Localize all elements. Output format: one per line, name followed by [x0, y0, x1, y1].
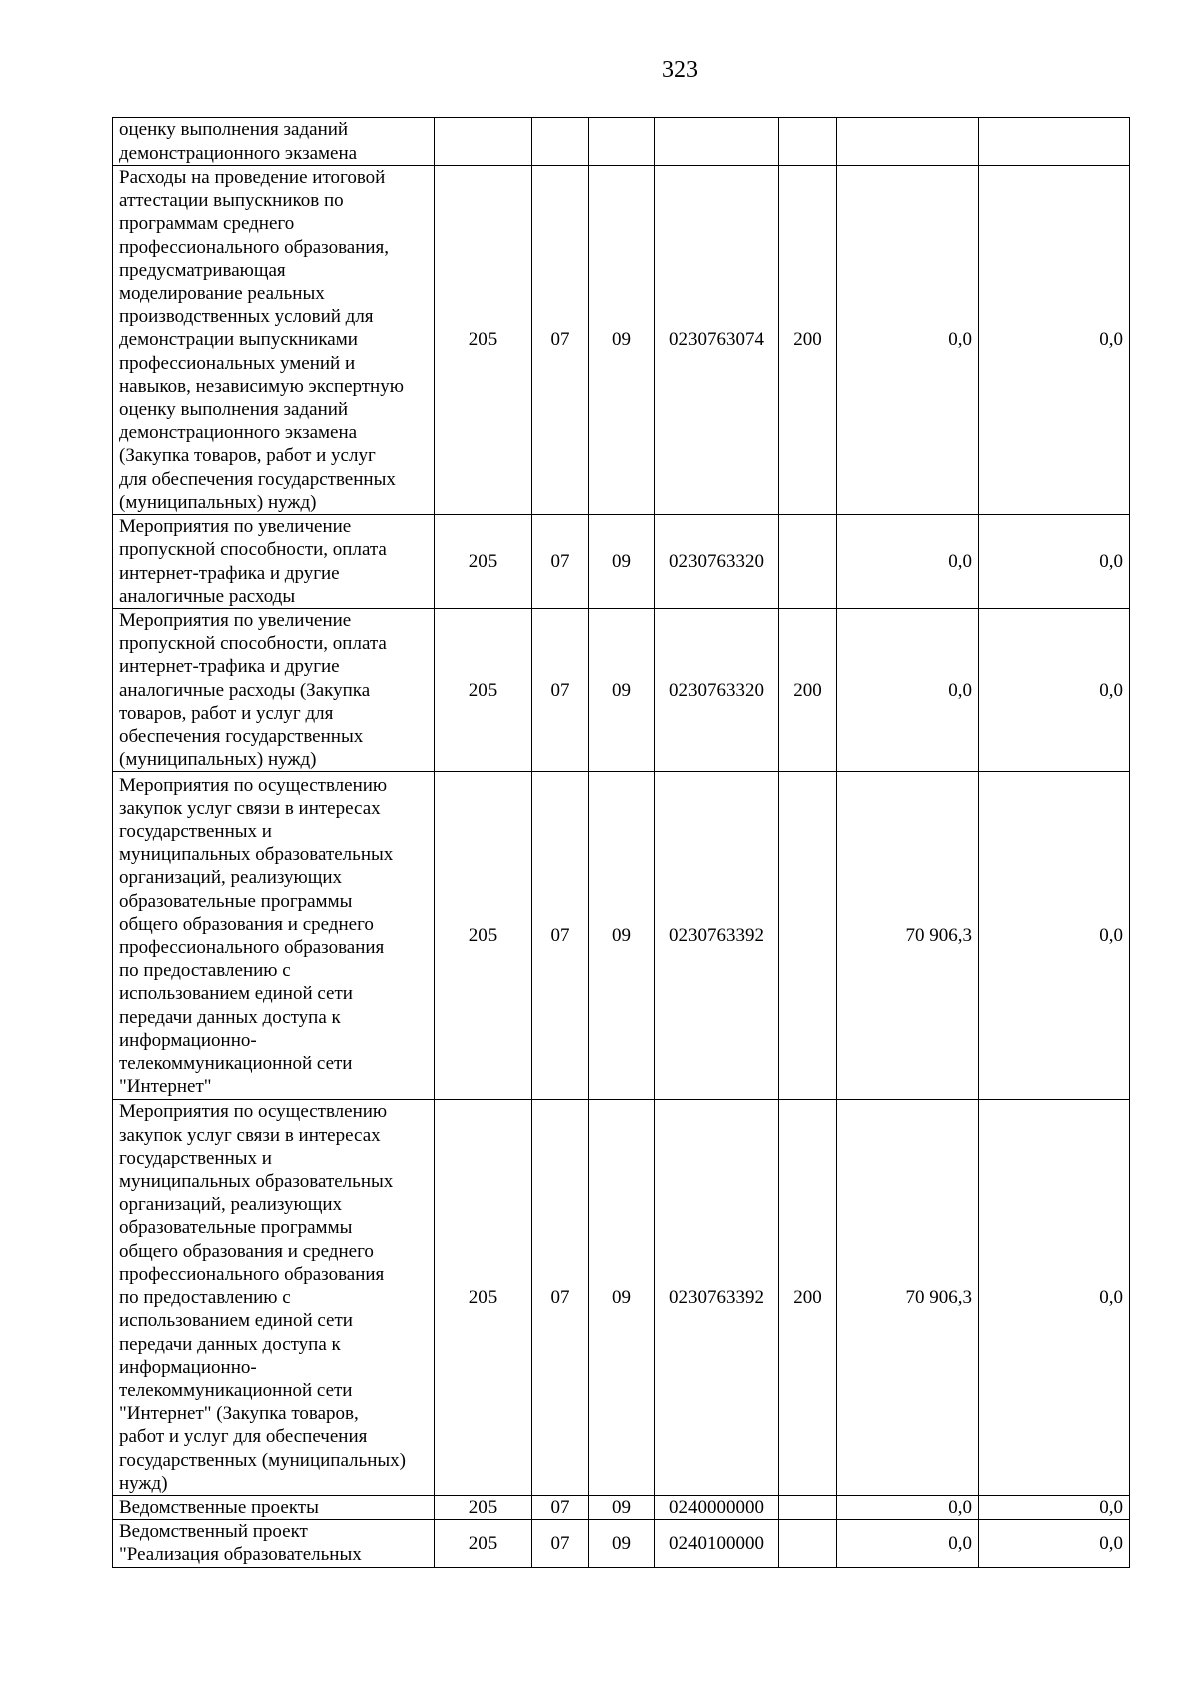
row-name-cell: [113, 1495, 435, 1519]
amount-year1-cell: 70 906,3: [837, 1100, 979, 1495]
amount-year2-cell: [979, 118, 1130, 166]
row-name-line: (муниципальных) нужд): [119, 749, 317, 771]
row-name-line: передачи данных доступа к: [119, 1006, 341, 1028]
row-name-line: демонстрации выпускниками: [119, 329, 358, 351]
row-name-line: Ведомственный проект: [119, 1521, 308, 1543]
row-name-line: демонстрационного экзамена: [119, 422, 358, 444]
row-name-line: "Интернет": [119, 1076, 212, 1098]
target-article-cell: [655, 118, 779, 166]
amount-year1-cell: 0,0: [837, 609, 979, 772]
row-name-line: предусматривающая: [119, 259, 286, 281]
row-name-line: закупок услуг связи в интересах: [119, 1124, 381, 1146]
row-name-line: образовательные программы: [119, 890, 353, 912]
row-name-line: интернет-трафика и другие: [119, 562, 340, 584]
target-article-cell: 0230763320: [655, 609, 779, 772]
expense-type-cell: 200: [779, 609, 837, 772]
amount-year2-cell: 0,0: [979, 1520, 1130, 1567]
row-name-cell: [113, 609, 435, 772]
subsection-cell: 09: [589, 772, 655, 1100]
expense-type-cell: [779, 515, 837, 609]
row-name-line: по предоставлению с: [119, 1287, 291, 1309]
row-name-cell: [113, 772, 435, 1100]
row-name-line: информационно-: [119, 1356, 257, 1378]
amount-year1-cell: 0,0: [837, 166, 979, 515]
row-name-line: общего образования и среднего: [119, 913, 374, 935]
section-cell: 07: [532, 609, 589, 772]
section-cell: 07: [532, 1520, 589, 1567]
row-name-line: обеспечения государственных: [119, 726, 364, 748]
row-name-line: демонстрационного экзамена: [119, 142, 358, 164]
target-article-cell: 0240100000: [655, 1520, 779, 1567]
row-name-line: использованием единой сети: [119, 983, 353, 1005]
subsection-cell: 09: [589, 609, 655, 772]
row-name-line: Мероприятия по увеличение: [119, 610, 352, 632]
expense-type-cell: [779, 772, 837, 1100]
expense-type-cell: [779, 1520, 837, 1567]
amount-year1-cell: 0,0: [837, 1495, 979, 1519]
admin-code-cell: 205: [435, 772, 532, 1100]
subsection-cell: [589, 118, 655, 166]
row-name-line: Мероприятия по осуществлению: [119, 1101, 388, 1123]
expense-type-cell: 200: [779, 1100, 837, 1495]
row-name-line: образовательные программы: [119, 1217, 353, 1239]
amount-year2-cell: 0,0: [979, 609, 1130, 772]
section-cell: 07: [532, 1100, 589, 1495]
section-cell: [532, 118, 589, 166]
row-name-line: информационно-: [119, 1029, 257, 1051]
subsection-cell: 09: [589, 166, 655, 515]
expense-type-cell: [779, 1495, 837, 1519]
row-name-line: профессиональных умений и: [119, 352, 356, 374]
subsection-cell: 09: [589, 1520, 655, 1567]
row-name-line: профессионального образования,: [119, 236, 390, 258]
row-name-line: муниципальных образовательных: [119, 1171, 394, 1193]
row-name-line: Мероприятия по увеличение: [119, 516, 352, 538]
expense-type-cell: 200: [779, 166, 837, 515]
row-name-line: Расходы на проведение итоговой: [119, 167, 386, 188]
amount-year2-cell: 0,0: [979, 772, 1130, 1100]
table-row: [113, 609, 1130, 772]
row-name-line: нужд): [119, 1472, 168, 1494]
row-name-line: аттестации выпускников по: [119, 190, 344, 212]
row-name-line: телекоммуникационной сети: [119, 1052, 353, 1074]
row-name-line: оценку выполнения заданий: [119, 119, 349, 141]
admin-code-cell: [435, 118, 532, 166]
section-cell: 07: [532, 166, 589, 515]
row-name-line: организаций, реализующих: [119, 867, 343, 889]
row-name-line: телекоммуникационной сети: [119, 1379, 353, 1401]
row-name-line: товаров, работ и услуг для: [119, 702, 334, 724]
row-name-line: Мероприятия по осуществлению: [119, 774, 388, 796]
target-article-cell: 0230763074: [655, 166, 779, 515]
row-name-cell: [113, 1520, 435, 1567]
subsection-cell: 09: [589, 1495, 655, 1519]
amount-year1-cell: [837, 118, 979, 166]
subsection-cell: 09: [589, 1100, 655, 1495]
row-name-line: пропускной способности, оплата: [119, 633, 387, 655]
admin-code-cell: 205: [435, 515, 532, 609]
row-name-line: интернет-трафика и другие: [119, 656, 340, 678]
page-number: 323: [662, 57, 698, 83]
target-article-cell: 0240000000: [655, 1495, 779, 1519]
row-name-line: государственных и: [119, 1147, 272, 1169]
amount-year2-cell: 0,0: [979, 1495, 1130, 1519]
admin-code-cell: 205: [435, 609, 532, 772]
row-name-line: Ведомственные проекты: [119, 1496, 319, 1518]
section-cell: 07: [532, 1495, 589, 1519]
row-name-cell: [113, 118, 435, 166]
table-row: [113, 1520, 1130, 1567]
amount-year2-cell: 0,0: [979, 166, 1130, 515]
amount-year2-cell: 0,0: [979, 515, 1130, 609]
row-name-line: (Закупка товаров, работ и услуг: [119, 445, 376, 467]
row-name-line: передачи данных доступа к: [119, 1333, 341, 1355]
table-row: [113, 1100, 1130, 1495]
row-name-line: "Реализация образовательных: [119, 1544, 362, 1566]
row-name-line: оценку выполнения заданий: [119, 399, 349, 421]
admin-code-cell: 205: [435, 1495, 532, 1519]
row-name-line: использованием единой сети: [119, 1310, 353, 1332]
row-name-line: работ и услуг для обеспечения: [119, 1426, 368, 1448]
table-row: [113, 772, 1130, 1100]
row-name-line: закупок услуг связи в интересах: [119, 797, 381, 819]
row-name-line: организаций, реализующих: [119, 1194, 343, 1216]
expense-type-cell: [779, 118, 837, 166]
budget-table: [112, 117, 1130, 1568]
amount-year1-cell: 0,0: [837, 515, 979, 609]
section-cell: 07: [532, 515, 589, 609]
row-name-line: профессионального образования: [119, 936, 385, 958]
row-name-line: программам среднего: [119, 213, 295, 235]
section-cell: 07: [532, 772, 589, 1100]
row-name-line: для обеспечения государственных: [119, 468, 396, 490]
amount-year1-cell: 0,0: [837, 1520, 979, 1567]
row-name-line: производственных условий для: [119, 306, 374, 328]
row-name-line: государственных (муниципальных): [119, 1449, 406, 1471]
row-name-line: пропускной способности, оплата: [119, 539, 387, 561]
row-name-line: государственных и: [119, 820, 272, 842]
target-article-cell: 0230763320: [655, 515, 779, 609]
table-row: [113, 166, 1130, 515]
row-name-line: моделирование реальных: [119, 283, 325, 305]
row-name-line: (муниципальных) нужд): [119, 491, 317, 513]
amount-year2-cell: 0,0: [979, 1100, 1130, 1495]
row-name-line: аналогичные расходы (Закупка: [119, 679, 371, 701]
target-article-cell: 0230763392: [655, 1100, 779, 1495]
row-name-line: навыков, независимую экспертную: [119, 375, 404, 397]
admin-code-cell: 205: [435, 166, 532, 515]
row-name-line: муниципальных образовательных: [119, 844, 394, 866]
row-name-line: общего образования и среднего: [119, 1240, 374, 1262]
subsection-cell: 09: [589, 515, 655, 609]
table-row: [113, 1495, 1130, 1519]
admin-code-cell: 205: [435, 1100, 532, 1495]
admin-code-cell: 205: [435, 1520, 532, 1567]
row-name-line: аналогичные расходы: [119, 585, 296, 607]
row-name-cell: [113, 1100, 435, 1495]
target-article-cell: 0230763392: [655, 772, 779, 1100]
row-name-cell: [113, 515, 435, 609]
row-name-cell: [113, 166, 435, 515]
row-name-line: "Интернет" (Закупка товаров,: [119, 1403, 359, 1425]
table-row: [113, 118, 1130, 166]
row-name-line: по предоставлению с: [119, 960, 291, 982]
amount-year1-cell: 70 906,3: [837, 772, 979, 1100]
row-name-line: профессионального образования: [119, 1263, 385, 1285]
table-row: [113, 515, 1130, 609]
